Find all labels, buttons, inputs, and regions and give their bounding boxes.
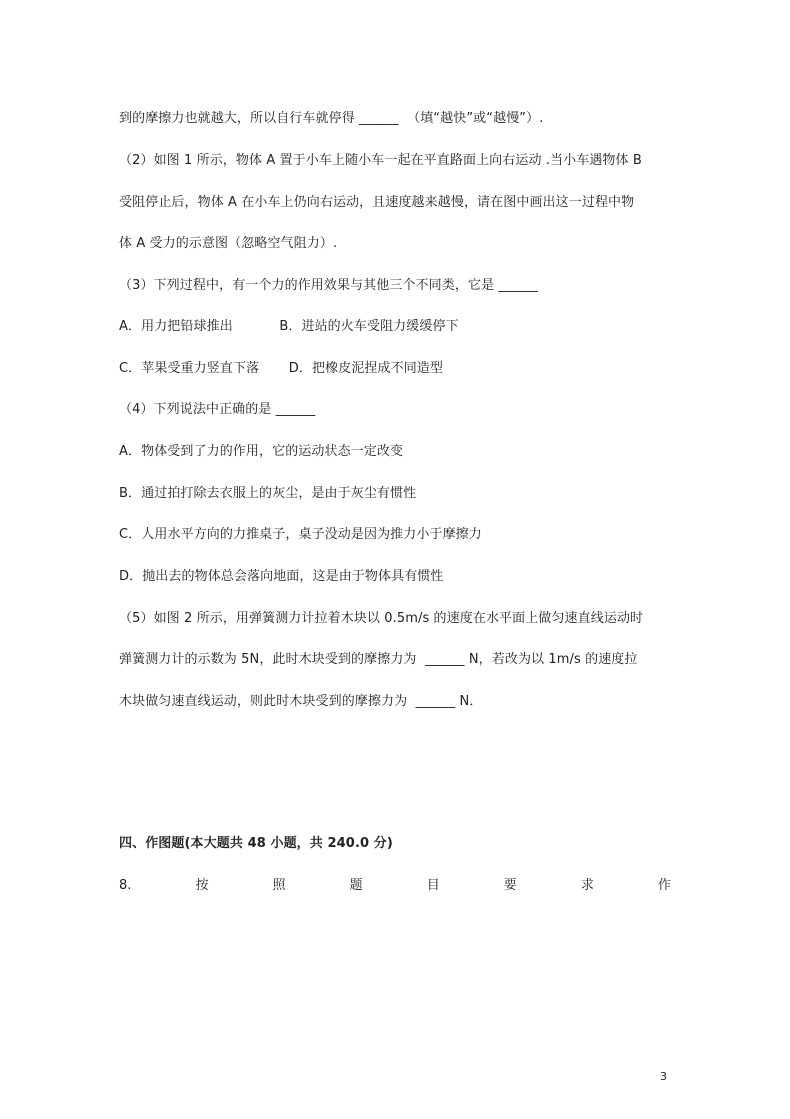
question-8-char: 题: [349, 878, 363, 893]
text-line-3: 受阻停止后，物体 A 在小车上仍向右运动，且速度越来越慢，请在图中画出这一过程中物: [119, 195, 635, 210]
question-8-char: 求: [580, 878, 594, 893]
text-line-4: 体 A 受力的示意图（忽略空气阻力）.: [119, 236, 338, 251]
text-line-14: 弹簧测力计的示数为 5N，此时木块受到的摩擦力为 ______ N，若改为以 1m/s 的速度拉: [119, 652, 638, 667]
option-line-cd: C．苹果受重力竖直下落 D．把橡皮泥捏成不同造型: [119, 361, 444, 376]
question-8-number: 8.: [119, 878, 132, 893]
section-heading: 四、作图题(本大题共 48 小题，共 240.0 分): [119, 836, 393, 851]
option-line-d: D．抛出去的物体总会落向地面，这是由于物体具有惯性: [119, 569, 444, 584]
text-line-15: 木块做匀速直线运动，则此时木块受到的摩擦力为 ______ N．: [119, 694, 483, 709]
question-8-char: 作: [657, 878, 671, 893]
option-line-c: C．人用水平方向的力推桌子，桌子没动是因为推力小于摩擦力: [119, 527, 482, 542]
text-line-5: （3）下列过程中，有一个力的作用效果与其他三个不同类，它是 ______: [119, 278, 539, 293]
text-line-1: 到的摩擦力也就越大，所以自行车就停得 ______ （填“越快”或“越慢”）.: [119, 111, 544, 126]
text-line-2: （2）如图 1 所示，物体 A 置于小车上随小车一起在平直路面上向右运动 .当小车遇物体 B: [119, 153, 642, 168]
option-line-ab: A．用力把铅球推出 B．进站的火车受阻力缓缓停下: [119, 319, 459, 334]
question-8-line: [119, 877, 671, 895]
page-number: 3: [660, 1070, 667, 1083]
text-line-13: （5）如图 2 所示，用弹簧测力计拉着木块以 0.5m/s 的速度在水平面上做匀速直线运动时: [119, 611, 644, 626]
text-line-8: （4）下列说法中正确的是 ______: [119, 402, 316, 417]
option-line-b: B．通过拍打除去衣服上的灰尘，是由于灰尘有惯性: [119, 486, 417, 501]
question-8-char: 要: [503, 878, 517, 893]
question-8-char: 按: [195, 878, 209, 893]
option-line-a: A．物体受到了力的作用，它的运动状态一定改变: [119, 444, 404, 459]
question-8-char: 目: [426, 878, 440, 893]
question-8-char: 照: [272, 878, 286, 893]
